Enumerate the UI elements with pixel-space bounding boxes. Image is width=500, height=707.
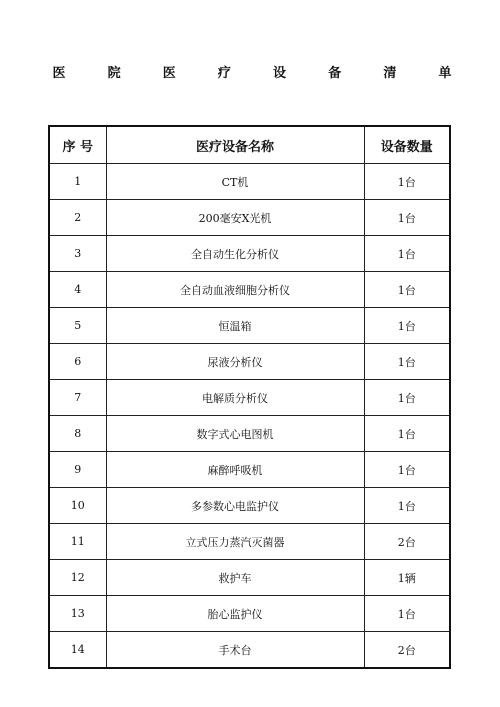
cell-index: 1 [49,164,106,200]
cell-name: 手术台 [106,632,364,669]
table-row [49,380,450,416]
cell-index: 5 [49,308,106,344]
cell-index: 7 [49,380,106,416]
document-title [52,62,452,81]
cell-index: 13 [49,596,106,632]
title-char: 设 [273,66,287,81]
equipment-table [48,125,451,669]
title-char: 医 [162,66,176,81]
cell-qty: 1台 [364,416,450,452]
cell-index: 3 [49,236,106,272]
header-index: 序 号 [49,126,106,164]
cell-index: 9 [49,452,106,488]
table-row [49,560,450,596]
table-row [49,236,450,272]
cell-qty: 1台 [364,596,450,632]
title-char: 清 [383,66,397,81]
cell-qty: 1台 [364,308,450,344]
cell-qty: 1辆 [364,560,450,596]
cell-qty: 1台 [364,452,450,488]
table-row [49,416,450,452]
table-row [49,272,450,308]
cell-name: 救护车 [106,560,364,596]
cell-index: 6 [49,344,106,380]
table-row [49,200,450,236]
cell-qty: 2台 [364,632,450,669]
cell-name: 全自动血液细胞分析仪 [106,272,364,308]
cell-name: 电解质分析仪 [106,380,364,416]
title-char: 单 [438,66,452,81]
cell-index: 14 [49,632,106,669]
cell-qty: 1台 [364,164,450,200]
cell-index: 4 [49,272,106,308]
table-row [49,308,450,344]
cell-name: 数字式心电图机 [106,416,364,452]
table-row [49,488,450,524]
cell-index: 11 [49,524,106,560]
cell-name: 200毫安X光机 [106,200,364,236]
table-row [49,596,450,632]
cell-qty: 1台 [364,200,450,236]
cell-qty: 1台 [364,380,450,416]
cell-index: 2 [49,200,106,236]
cell-name: 立式压力蒸汽灭菌器 [106,524,364,560]
cell-qty: 1台 [364,344,450,380]
title-char: 备 [328,66,342,81]
cell-index: 10 [49,488,106,524]
header-name: 医疗设备名称 [106,126,364,164]
table-header-row [49,126,450,164]
header-qty: 设备数量 [364,126,450,164]
title-char: 疗 [217,66,231,81]
cell-name: 多参数心电监护仪 [106,488,364,524]
cell-qty: 1台 [364,272,450,308]
title-char: 医 [52,66,66,81]
cell-index: 8 [49,416,106,452]
cell-qty: 1台 [364,236,450,272]
cell-index: 12 [49,560,106,596]
table-row [49,524,450,560]
table-row [49,164,450,200]
cell-name: CT机 [106,164,364,200]
cell-name: 尿液分析仪 [106,344,364,380]
title-char: 院 [107,66,121,81]
cell-name: 麻醉呼吸机 [106,452,364,488]
cell-name: 胎心监护仪 [106,596,364,632]
table-row [49,344,450,380]
cell-qty: 2台 [364,524,450,560]
cell-qty: 1台 [364,488,450,524]
table-row [49,452,450,488]
cell-name: 全自动生化分析仪 [106,236,364,272]
table-row [49,632,450,669]
cell-name: 恒温箱 [106,308,364,344]
